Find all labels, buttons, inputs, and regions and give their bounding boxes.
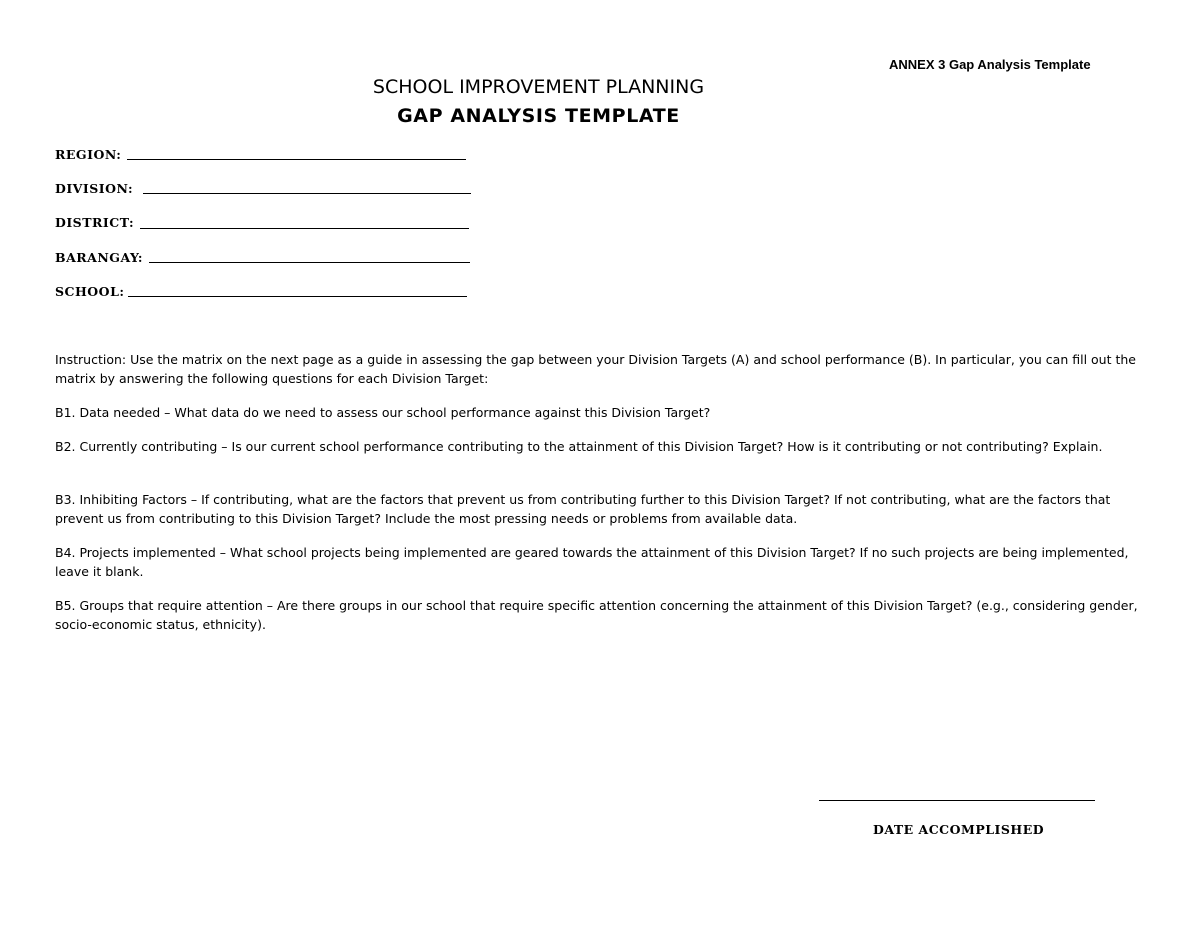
question-b2: B2. Currently contributing – Is our current school performance contributing to the attainment of this Division Target? How is it contributing or not contributing? Explain. xyxy=(55,439,1103,454)
district-field[interactable] xyxy=(140,228,469,229)
document-subtitle: GAP ANALYSIS TEMPLATE xyxy=(397,105,680,127)
date-signature-line[interactable] xyxy=(819,800,1095,801)
division-field[interactable] xyxy=(143,193,471,194)
annex-label: ANNEX 3 Gap Analysis Template xyxy=(889,57,1091,72)
instruction-text: Instruction: Use the matrix on the next page as a guide in assessing the gap between your Division Targets (A) and school performance (B). In particular, you can fill out the matrix by answering the following questions for each Division Target: xyxy=(55,352,1136,386)
date-accomplished-label: DATE ACCOMPLISHED xyxy=(873,822,1045,837)
region-label: REGION: xyxy=(55,147,122,162)
question-b4: B4. Projects implemented – What school projects being implemented are geared towards the attainment of this Division Target? If no such projects are being implemented, leave it blank. xyxy=(55,545,1129,579)
question-b1: B1. Data needed – What data do we need to assess our school performance against this Division Target? xyxy=(55,405,711,420)
question-b3: B3. Inhibiting Factors – If contributing, what are the factors that prevent us from contributing further to this Division Target? If not contributing, what are the factors that prevent us from contributing to this Division Target? Include the most pressing needs or problems from available data. xyxy=(55,492,1111,526)
school-field[interactable] xyxy=(128,296,467,297)
barangay-field[interactable] xyxy=(149,262,470,263)
division-label: DIVISION: xyxy=(55,181,134,196)
question-b5: B5. Groups that require attention – Are there groups in our school that require specific attention concerning the attainment of this Division Target? (e.g., considering gender, socio-economic status, ethnicity). xyxy=(55,598,1138,632)
document-title: SCHOOL IMPROVEMENT PLANNING xyxy=(372,76,705,98)
school-label: SCHOOL: xyxy=(55,284,125,299)
barangay-label: BARANGAY: xyxy=(55,250,144,265)
region-field[interactable] xyxy=(127,159,466,160)
district-label: DISTRICT: xyxy=(55,215,135,230)
